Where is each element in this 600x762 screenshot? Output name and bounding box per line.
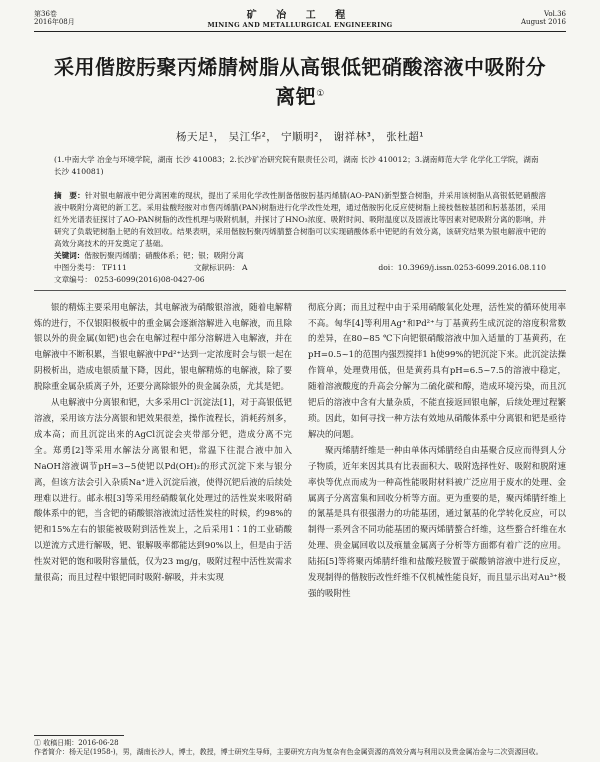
date-label: 2016年08月 [34,18,75,26]
body-paragraph: 银的精炼主要采用电解法，其电解液为硝酸银溶液，随着电解精炼的进行，不仅银阳极板中的重金属会逐渐溶解进入电解液，而且除银以外的贵金属(如钯)也会在电解过程中部分溶解进入电解液，并在电解液中不断积累，当银电解液中Pd²⁺达到一定浓度时会与银一起在阴极析出，造成电银质量下降，因此，银电解精炼的电解液，除了要脱除重金属杂质离子外，还要分离除银外的贵金属杂质，尤其是钯。 [34,302,292,393]
keywords-label: 关键词： [54,250,85,260]
abstract [54,190,546,250]
clc-number: 中图分类号： TF111 [54,262,127,272]
month-label: August 2016 [521,18,566,26]
title-text: 采用偕胺肟聚丙烯腈树脂从高银低钯硝酸溶液中吸附分离钯 [54,55,546,109]
received-date: ① 收稿日期：2016-06-28 [34,739,119,747]
paper-title [44,54,556,111]
affiliations: (1.中南大学 冶金与环境学院，湖南 长沙 410083；2.长沙矿冶研究院有限责任公司，湖南 长沙 410012；3.湖南师范大学 化学化工学院，湖南 长沙 410081) [54,154,539,176]
title-footnote-mark: ① [316,89,325,99]
header-right [456,10,566,26]
volume-label: Vol.36 [544,10,566,18]
body-paragraph: 从电解液中分离银和钯，大多采用Cl⁻沉淀法[1]，对于高银低钯溶液，采用该方法分离银和钯效果很差，操作流程长，消耗药剂多，成本高；而且沉淀出来的AgCl沉淀会夹带部分钯，造成分离不完全。郑勇[2]等采用水解法分离银和钯，常温下往混合液中加入NaOH溶液调节pH=3~5使钯以Pd(OH)₂的形式沉淀下来与银分离，但该方法会引入杂质Na⁺进入沉淀后液，使得沉钯后液的后续处理难以进行。邮永根[3]等采用经硝酸氧化处理过的活性炭来吸附硝酸体系中的钯，当含钯的硝酸银溶液流过活性炭柱的时候，约98%的钯和15%左右的银能被吸附到活性炭上，之后采用1∶1的工业硝酸以逆流方式进行解吸，钯、银解吸率都能达到90%以上，但是由于活性炭对钯的饱和吸附容量低，仅为23 mg/g，吸附过程中活性炭需求量很高；而且过程中银钯同时吸附-解吸，并未实现 [34,398,292,584]
document-code: 文献标识码： A [194,262,248,272]
body-columns [34,301,566,603]
header-center [144,10,456,29]
header-left [34,10,144,26]
footnote [34,735,566,757]
abstract-rule [34,290,566,291]
author-bio: 作者简介：杨天足(1958-)，男，湖南长沙人，博士，教授，博士研究生导师，主要研究方向为复杂有色金属资源的高效分离与利用以及贵金属冶金与二次资源回收。 [34,748,543,756]
footnote-rule [34,735,124,736]
doi: doi：10.3969/j.issn.0253-6099.2016.08.110 [378,262,546,272]
classification-row [54,262,546,274]
abstract-text: 针对银电解液中钯分离困难的现状，提出了采用化学改性制备偕胺肟基丙烯腈(AO-PAN)新型螯合树脂，并采用该树脂从高银低钯硝酸溶液中吸附分离钯的新工艺。采用盐酸羟胺对市售丙烯腈(PAN)树脂进行化学改性处理，通过偕胺肟化反应使树脂上接枝偕胺基团和肟基基团，采用红外光谱表征探讨了AO-PAN树脂的改性机理与吸附机制，并探讨了HNO₃浓度、吸附时间、吸附温度以及固液比等因素对钯吸附分离的影响，并研究了负载钯树脂上钯的有效回收。结果表明，采用偕胺肟聚丙烯腈螯合树脂可以实现硝酸体系中钯钯的有效分离，该研究结果为银电解液中钯的高效分离技术的开发奠定了基础。 [54,190,547,248]
journal-name-cn: 矿 冶 工 程 [246,10,354,21]
keywords [54,250,546,262]
running-header [34,10,566,29]
issue-label: 第36卷 [34,10,57,18]
header-rule [34,31,566,32]
article-number: 文章编号： 0253-6099(2016)08-0427-06 [54,274,205,284]
right-column [308,301,566,603]
left-column [34,301,292,603]
journal-name-en: MINING AND METALLURGICAL ENGINEERING [207,21,393,29]
body-paragraph: 彻底分离；而且过程中由于采用硝酸氧化处理，活性炭的循环使用率不高。匈华[4]等利用Ag⁺和Pd²⁺与丁基黄药生成沉淀的溶度积常数的差异，在80~85 ℃下向钯银硝酸溶液中加入适量的丁基黄药，在pH=0.5~1的范围内强烈搅拌1 h使99%的钯沉淀下来。此沉淀法操作简单，处理费用低，但是黄药具有pH=6.5~7.5的溶液中稳定，随着溶液酸度的升高会分解为二硫化碳和醇，造成环境污染，而且沉钯后的溶液中含有大量杂质，不能直接返回银电解，后续处理过程繁琐。因此，如何寻找一种方法有效地从硝酸体系中分离银和钯是亟待解决的问题。 [308,302,566,440]
author-list: 杨天足¹， 吴江华²， 宁顺明²， 谢祥林³， 张杜超¹ [176,130,424,143]
keywords-text: 偕胺肟聚丙烯腈；硝酸体系；钯；银；吸附分离 [84,250,244,260]
body-paragraph: 聚丙烯腈纤维是一种由单体丙烯腈经自由基聚合反应而得到人分子物质，近年来因其具有比表面积大、吸附选择性好、吸附和脱附速率快等优点而成为一种高性能吸附材料被广泛应用于废水的处理、金属离子分离富集和回收分析等方面。更为重要的是，聚丙烯腈纤维上的氰基是具有很强潜力的功能基团，通过氰基的化学转化反应，可以制得一系列含不同功能基团的聚丙烯腈螯合纤维，这些螯合纤维在水处理、贵金属回收以及痕量金属离子分析等方面都有着广泛的应用。陆拓[5]等将聚丙烯腈纤维和盐酸羟胺置于碳酸钠溶液中进行反应，发现制得的偕胺肟改性纤维不仅机械性能良好，而且显示出对Au³⁺极强的吸附性 [308,445,566,599]
abstract-label: 摘 要： [54,190,85,200]
